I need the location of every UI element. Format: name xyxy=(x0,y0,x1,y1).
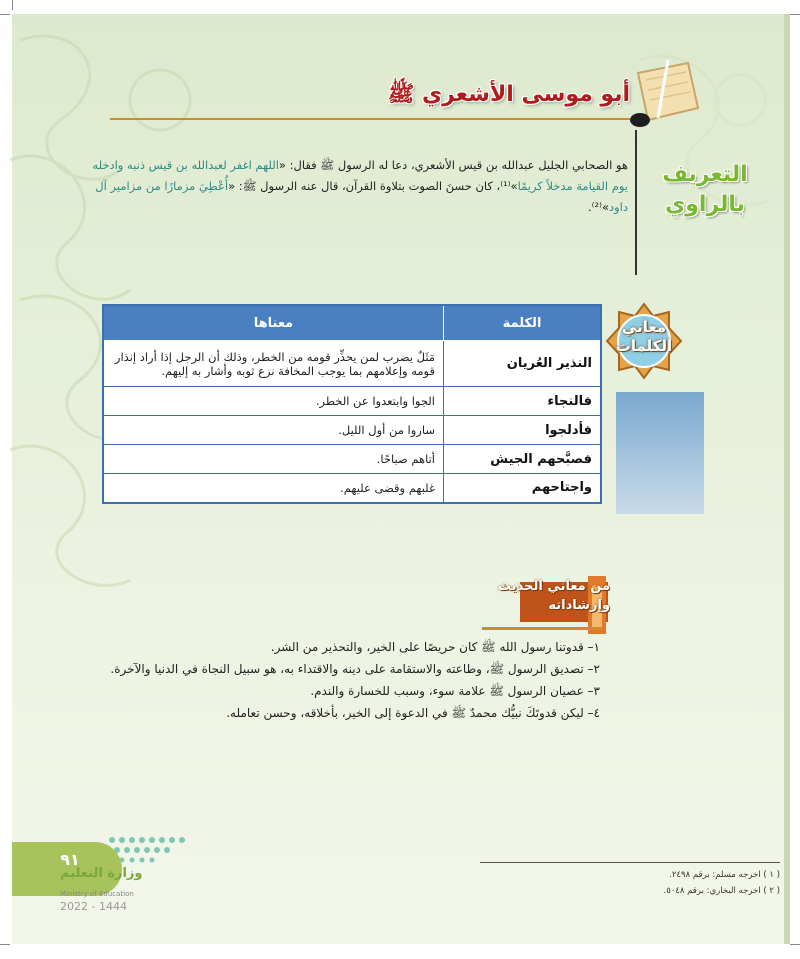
intro-quote-2: أُعْطِيَ مزمارًا من مزامير آل داود xyxy=(95,179,628,214)
vertical-divider xyxy=(635,130,637,275)
page-number: ٩١ xyxy=(60,850,80,869)
vocab-meaning: غلبهم وقضى عليهم. xyxy=(103,474,444,503)
crop-mark xyxy=(0,944,10,945)
list-item: ٣– عصيان الرسول ﷺ علامة سوء، وسبب للخسارة والندم. xyxy=(310,684,600,698)
footnote: ( ٢ ) اخرجه البخاري: برقم ٥٠٤٨. xyxy=(663,886,780,896)
crop-mark xyxy=(790,944,800,945)
title-container xyxy=(210,80,630,120)
table-header-row xyxy=(103,305,601,341)
crop-mark xyxy=(790,14,800,15)
crop-mark xyxy=(0,14,10,15)
table-row xyxy=(103,387,601,416)
narrator-section-label xyxy=(650,160,760,220)
lessons-divider xyxy=(482,627,602,630)
vocab-word: فصبَّحهم الجيش xyxy=(444,445,602,474)
scroll-quill-icon xyxy=(628,58,708,128)
vocab-word: فالنجاء xyxy=(444,387,602,416)
page-title: أبو موسى الأشعري ﷺ xyxy=(387,82,630,107)
list-item: ١– قدوتنا رسول الله ﷺ كان حريصًا على الخير، والتحذير من الشر. xyxy=(270,640,600,654)
word-meanings-label xyxy=(605,318,683,356)
table-row xyxy=(103,474,601,503)
decorative-ornament-left xyxy=(0,0,220,600)
vocab-meaning: أتاهم صباحًا. xyxy=(103,445,444,474)
ministry-name: وزارة التعليم xyxy=(60,866,143,881)
lessons-title-line2: وإرشاداته xyxy=(548,598,610,613)
decorative-blue-bar xyxy=(616,392,704,514)
lessons-list xyxy=(40,636,600,724)
crop-mark xyxy=(12,0,13,10)
vocab-word: فأدلجوا xyxy=(444,416,602,445)
list-item: ٤– ليكن قدوتَكَ نبيُّك محمدٌ ﷺ في الدعوة إلى الخير، بأخلاقه، وحسن تعامله. xyxy=(226,706,600,720)
table-row xyxy=(103,445,601,474)
table-row xyxy=(103,341,601,387)
lessons-title xyxy=(498,577,610,615)
footnote: ( ١ ) اخرجه مسلم: برقم ٢٤٩٨. xyxy=(669,870,780,880)
column-header-word: الكلمة xyxy=(444,305,602,341)
vocab-word: النذير العُريان xyxy=(444,341,602,387)
narrator-intro-paragraph xyxy=(88,155,628,218)
narrator-label-line1: التعريف xyxy=(662,162,748,187)
table-row xyxy=(103,416,601,445)
vocab-meaning: ساروا من أول الليل. xyxy=(103,416,444,445)
vocab-meaning: الجوا وابتعدوا عن الخطر. xyxy=(103,387,444,416)
intro-text-2: »⁽¹⁾، كان حسنَ الصوت بتلاوة القرآن، قال عنه الرسول ﷺ: « xyxy=(228,179,518,193)
vocabulary-table xyxy=(102,304,602,504)
intro-text-1: هو الصحابي الجليل عبدالله بن قيس الأشعري، دعا له الرسول ﷺ فقال: « xyxy=(278,158,628,172)
vocab-word: واجتاحهم xyxy=(444,474,602,503)
column-header-meaning: معناها xyxy=(103,305,444,341)
narrator-label-line2: بالراوي xyxy=(665,192,745,217)
title-divider xyxy=(110,118,630,120)
badge-line2: الكلمات xyxy=(615,337,673,355)
edition-year: 2022 - 1444 xyxy=(60,900,127,913)
intro-quote-1: اللهم اغفر لعبدالله بن قيس ذنبه وادخله يوم القيامة مدخلاً كريمًا xyxy=(92,158,628,193)
lessons-title-line1: من معاني الحديث xyxy=(498,579,610,594)
ministry-name-english: Ministry of Education xyxy=(60,890,134,898)
footnote-divider xyxy=(480,862,780,863)
vocab-meaning: مَثَلٌ يضرب لمن يحذِّر قومه من الخطر، وذلك أن الرجل إذا أراد إنذار قومه وإعلامهم بما يوجب المخافة نزع ثوبه وأشار به إليهم. xyxy=(103,341,444,387)
list-item: ٢– تصديق الرسول ﷺ، وطاعته والاستقامة على دينه والاقتداء به، هو سبيل النجاة في الدنيا والآخرة. xyxy=(110,662,600,676)
intro-text-3: »⁽²⁾. xyxy=(588,200,609,214)
badge-line1: معاني xyxy=(621,318,667,336)
